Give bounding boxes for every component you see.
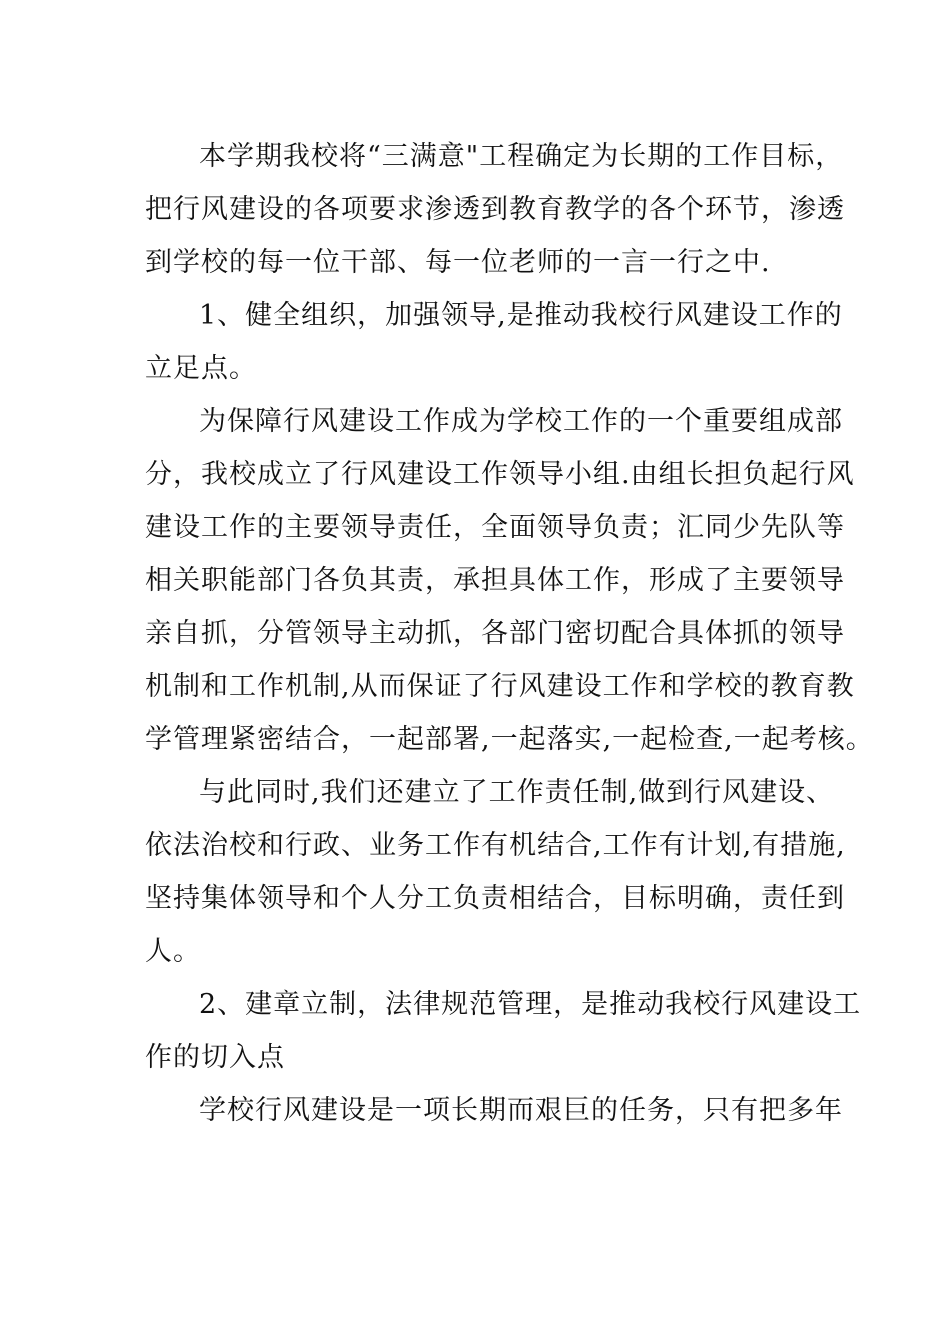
text-line: 人。 <box>145 936 201 967</box>
text-line: 分，我校成立了行风建设工作领导小组.由组长担负起行风 <box>145 459 855 490</box>
section-heading-line: 2、建章立制，法律规范管理，是推动我校行风建设工 <box>199 989 862 1020</box>
section-heading-line: 1、健全组织，加强领导,是推动我校行风建设工作的 <box>199 300 843 331</box>
text-line: 到学校的每一位干部、每一位老师的一言一行之中. <box>145 247 771 278</box>
text-line: 与此同时,我们还建立了工作责任制,做到行风建设、 <box>199 777 835 808</box>
section-heading-line: 立足点。 <box>145 353 257 384</box>
text-line: 机制和工作机制,从而保证了行风建设工作和学校的教育教 <box>145 671 855 702</box>
text-line: 相关职能部门各负其责，承担具体工作，形成了主要领导 <box>145 565 845 596</box>
text-line: 坚持集体领导和个人分工负责相结合，目标明确，责任到 <box>145 883 845 914</box>
text-line: 把行风建设的各项要求渗透到教育教学的各个环节，渗透 <box>145 194 845 225</box>
document-body <box>145 130 874 1137</box>
text-line: 为保障行风建设工作成为学校工作的一个重要组成部 <box>199 406 843 437</box>
text-line: 建设工作的主要领导责任，全面领导负责；汇同少先队等 <box>145 512 845 543</box>
text-line: 亲自抓，分管领导主动抓，各部门密切配合具体抓的领导 <box>145 618 845 649</box>
section-heading-line: 作的切入点 <box>145 1042 285 1073</box>
text-line: 依法治校和行政、业务工作有机结合,工作有计划,有措施, <box>145 830 846 861</box>
text-line: 本学期我校将“三满意"工程确定为长期的工作目标， <box>199 141 844 172</box>
text-line: 学管理紧密结合，一起部署,一起落实,一起检查,一起考核。 <box>145 724 874 755</box>
text-line: 学校行风建设是一项长期而艰巨的任务，只有把多年 <box>199 1095 843 1126</box>
